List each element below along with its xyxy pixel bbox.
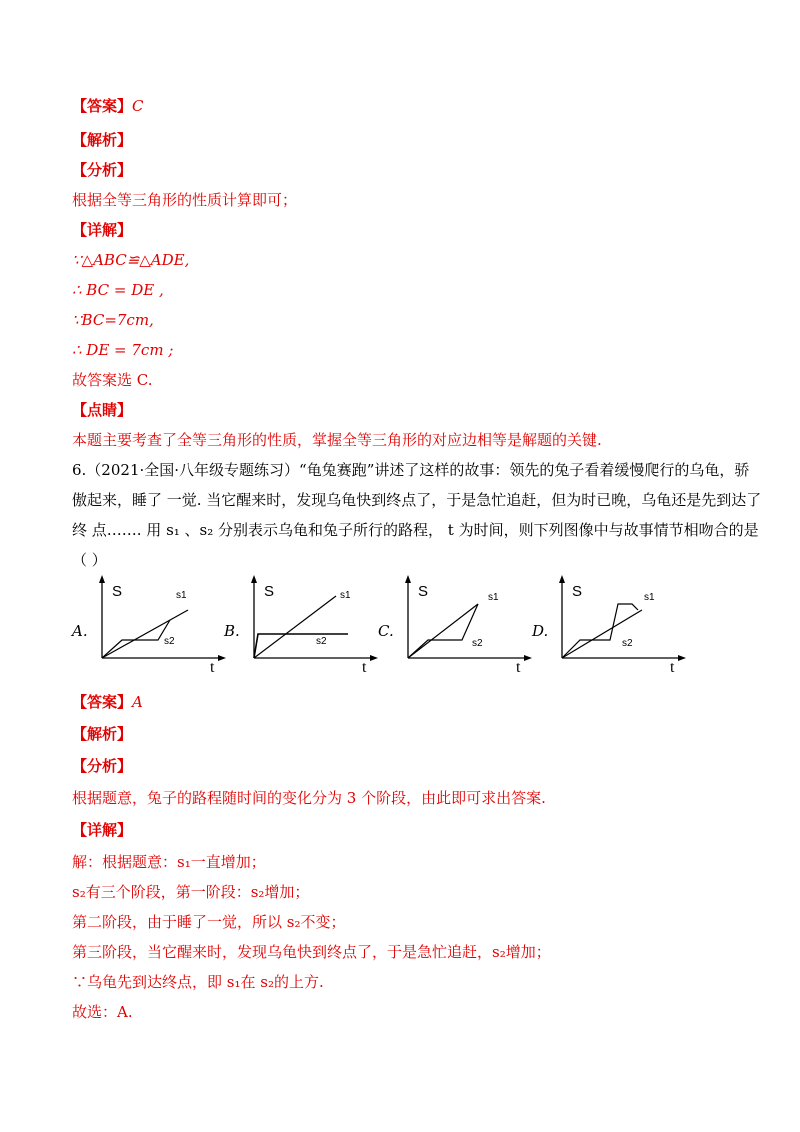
q6-stem-line-3: 终 点……. 用 s₁ 、s₂ 分别表示乌龟和兔子所行的路程， t 为时间，则下列图像中与故事情节相吻合的是: [72, 521, 759, 539]
q5-step-3: ∵BC=7cm,: [72, 311, 154, 329]
q6-stem-line-1: 6.（2021·全国·八年级专题练习）“龟兔赛跑”讲述了这样的故事：领先的兔子看着缓慢爬行的乌龟，骄: [72, 461, 750, 479]
q5-detail-tag: 【详解】: [72, 221, 133, 239]
q5-comment-tag: 【点睛】: [72, 401, 133, 419]
q5-step-1: ∵△ABC≌△ADE,: [72, 251, 190, 269]
t-axis-label: t: [670, 659, 675, 676]
q6-fenxi-text: 根据题意，兔子的路程随时间的变化分为 3 个阶段，由此即可求出答案.: [72, 789, 546, 807]
q6-step-2: s₂有三个阶段，第一阶段：s₂增加；: [72, 883, 310, 901]
answer-value: C: [132, 97, 144, 115]
option-c-graph: [398, 570, 538, 676]
q5-fenxi-tag: 【分析】: [72, 161, 133, 179]
s-axis-label: S: [418, 583, 429, 600]
q6-step-6: 故选：A.: [72, 1003, 133, 1021]
option-a-figure: [72, 570, 232, 676]
option-d-graph: [552, 570, 692, 676]
s2-label: s2: [316, 636, 327, 647]
s1-label: s1: [644, 592, 655, 603]
q6-analysis-tag: 【解析】: [72, 725, 133, 743]
s-axis-label: S: [264, 583, 275, 600]
q6-fenxi-tag: 【分析】: [72, 757, 133, 775]
q5-analysis-tag: 【解析】: [72, 131, 133, 149]
q5-fenxi-text: 根据全等三角形的性质计算即可；: [72, 191, 298, 209]
option-letter: D.: [532, 622, 549, 640]
q6-step-1: 解：根据题意：s₁一直增加；: [72, 853, 266, 871]
s1-label: s1: [488, 592, 499, 603]
q6-option-figures: [72, 570, 752, 676]
t-axis-label: t: [362, 659, 367, 676]
q6-step-3: 第二阶段，由于睡了一觉，所以 s₂不变；: [72, 913, 346, 931]
s1-label: s1: [176, 590, 187, 601]
t-axis-label: t: [210, 659, 215, 676]
s-axis-label: S: [112, 583, 123, 600]
q5-answer-line: [72, 96, 144, 116]
option-letter: A.: [72, 622, 88, 640]
q6-step-4: 第三阶段，当它醒来时，发现乌龟快到终点了，于是急忙追赶，s₂增加；: [72, 943, 551, 961]
option-letter: C.: [378, 622, 394, 640]
q5-step-4: ∴ DE = 7cm ;: [72, 341, 174, 359]
option-d-figure: [532, 570, 692, 676]
option-letter: B.: [224, 622, 240, 640]
s2-label: s2: [164, 636, 175, 647]
answer-value: A: [132, 693, 143, 711]
s2-label: s2: [622, 638, 633, 649]
option-b-graph: [244, 570, 384, 676]
q5-step-2: ∴ BC = DE ,: [72, 281, 164, 299]
answer-tag: 【答案】: [72, 97, 133, 115]
q6-answer-line: 【答案】A: [72, 693, 143, 711]
option-b-figure: [224, 570, 384, 676]
option-a-graph: [92, 570, 232, 676]
q6-stem-line-4: （ ）: [72, 551, 107, 569]
q6-step-5: ∵乌龟先到达终点，即 s₁在 s₂的上方.: [72, 973, 324, 991]
q6-stem-line-2: 傲起来，睡了 一觉. 当它醒来时，发现乌龟快到终点了，于是急忙追赶，但为时已晚，乌龟还是先到达了: [72, 491, 762, 509]
s1-label: s1: [340, 590, 351, 601]
option-c-figure: [378, 570, 538, 676]
s-axis-label: S: [572, 583, 583, 600]
q6-detail-tag: 【详解】: [72, 821, 133, 839]
q5-comment-text: 本题主要考查了全等三角形的性质，掌握全等三角形的对应边相等是解题的关键.: [72, 431, 602, 449]
s2-label: s2: [472, 638, 483, 649]
t-axis-label: t: [516, 659, 521, 676]
q5-step-5: 故答案选 C.: [72, 371, 153, 389]
